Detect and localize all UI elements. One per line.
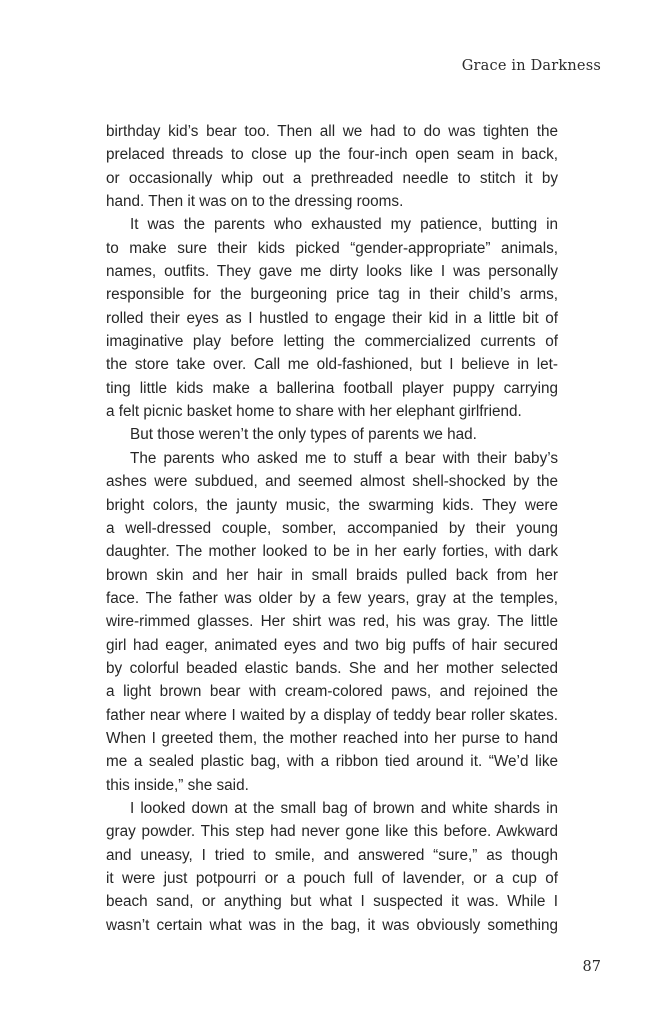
text-line: the store take over. Call me old-fashioned, but I believe in let-: [106, 356, 558, 374]
text-line: beach sand, or anything but what I suspected it was. While I: [106, 893, 558, 911]
paragraph: [106, 423, 558, 446]
text-line: I looked down at the small bag of brown and white shards in: [130, 799, 558, 817]
paragraph: [106, 213, 558, 423]
text-line: It was the parents who exhausted my patience, butting in: [130, 216, 558, 234]
text-line: a well-dressed couple, somber, accompanied by their young: [106, 519, 558, 537]
text-line: this inside,” she said.: [106, 776, 249, 794]
paragraph: [106, 797, 558, 937]
text-line: daughter. The mother looked to be in her early forties, with dark: [106, 543, 558, 561]
paragraph: [106, 120, 558, 213]
text-line: a light brown bear with cream-colored paws, and rejoined the: [106, 683, 558, 701]
text-line: When I greeted them, the mother reached into her purse to hand: [106, 729, 558, 747]
text-line: by colorful beaded elastic bands. She and her mother selected: [106, 659, 558, 677]
body-text: [106, 120, 558, 937]
text-line: me a sealed plastic bag, with a ribbon tied around it. “We’d like: [106, 753, 558, 771]
text-line: prelaced threads to close up the four-inch open seam in back,: [106, 146, 558, 164]
text-line: bright colors, the jaunty music, the swarming kids. They were: [106, 496, 558, 514]
text-line: a felt picnic basket home to share with her elephant girlfriend.: [106, 403, 522, 421]
text-line: ting little kids make a ballerina football player puppy carrying: [106, 379, 558, 397]
page-number: 87: [582, 959, 601, 975]
text-line: wasn’t certain what was in the bag, it was obviously something: [106, 916, 558, 934]
text-line: face. The father was older by a few years, gray at the temples,: [106, 589, 558, 607]
text-line: brown skin and her hair in small braids pulled back from her: [106, 566, 558, 584]
text-line: wire-rimmed glasses. Her shirt was red, his was gray. The little: [106, 613, 558, 631]
text-line: birthday kid’s bear too. Then all we had to do was tighten the: [106, 123, 558, 140]
text-line: and uneasy, I tried to smile, and answered “sure,” as though: [106, 846, 558, 864]
text-line: responsible for the burgeoning price tag in their child’s arms,: [106, 286, 558, 304]
text-line: But those weren’t the only types of parents we had.: [130, 426, 477, 444]
paragraph: [106, 447, 558, 797]
text-line: gray powder. This step had never gone like this before. Awkward: [106, 823, 558, 841]
text-line: father near where I waited by a display of teddy bear roller skates.: [106, 706, 558, 724]
running-head: Grace in Darkness: [461, 58, 601, 74]
text-line: it were just potpourri or a pouch full of lavender, or a cup of: [106, 870, 558, 887]
text-line: to make sure their kids picked “gender-appropriate” animals,: [106, 239, 558, 257]
text-line: imaginative play before letting the commercialized currents of: [106, 333, 558, 351]
text-line: rolled their eyes as I hustled to engage their kid in a little bit of: [106, 309, 558, 327]
text-line: hand. Then it was on to the dressing rooms.: [106, 193, 404, 211]
text-line: or occasionally whip out a prethreaded needle to stitch it by: [106, 169, 558, 187]
text-line: ashes were subdued, and seemed almost shell-shocked by the: [106, 473, 558, 491]
text-line: girl had eager, animated eyes and two big puffs of hair secured: [106, 636, 558, 654]
text-line: names, outfits. They gave me dirty looks like I was personally: [106, 263, 558, 281]
text-line: The parents who asked me to stuff a bear with their baby’s: [130, 449, 558, 467]
